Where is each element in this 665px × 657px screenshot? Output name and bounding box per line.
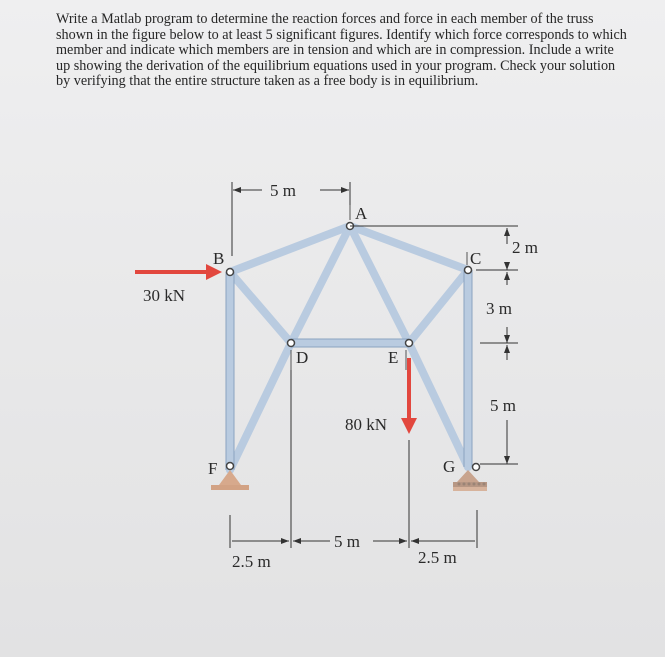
dim-label-bottom-right: 2.5 m	[418, 548, 457, 567]
member-FD	[230, 343, 291, 470]
load-30kN	[135, 264, 222, 280]
joint-B	[227, 269, 234, 276]
joint-D	[288, 340, 295, 347]
node-label-C: C	[470, 249, 482, 268]
truss-member-edges	[226, 270, 472, 470]
joint-F	[227, 463, 234, 470]
member-EG	[409, 343, 468, 467]
node-label-B: B	[213, 249, 225, 268]
node-label-F: F	[208, 459, 218, 478]
member-CE	[409, 270, 468, 343]
node-label-D: D	[296, 348, 309, 367]
joint-E	[406, 340, 413, 347]
joint-G	[473, 464, 480, 471]
dim-label-bottom-middle: 5 m	[334, 532, 360, 551]
dim-label-right-lower: 5 m	[490, 396, 516, 415]
dim-label-bottom-left: 2.5 m	[232, 552, 271, 571]
load-80kN	[401, 358, 417, 434]
node-label-G: G	[443, 457, 456, 476]
support-roller-G	[453, 470, 487, 491]
load-label-80kN: 80 kN	[345, 415, 388, 434]
node-label-A: A	[355, 204, 368, 223]
dim-label-right-upper: 2 m	[512, 238, 538, 257]
dim-right	[476, 228, 518, 464]
load-label-30kN: 30 kN	[143, 286, 186, 305]
problem-statement: Write a Matlab program to determine the reaction forces and force in each member of the truss shown in the figure below to at least 5 significant figures. Identify which force corresponds to which member and indicate which members are in tension and which are in compression. Include a write up showing the derivation of the equilibrium equations used in your program. Check your solution by verifying that the entire structure taken as a free body is in equilibrium.	[56, 11, 627, 90]
member-BD	[230, 272, 291, 343]
node-label-E: E	[388, 348, 399, 367]
dim-label-right-middle: 3 m	[486, 299, 512, 318]
dim-label-top: 5 m	[270, 181, 296, 200]
